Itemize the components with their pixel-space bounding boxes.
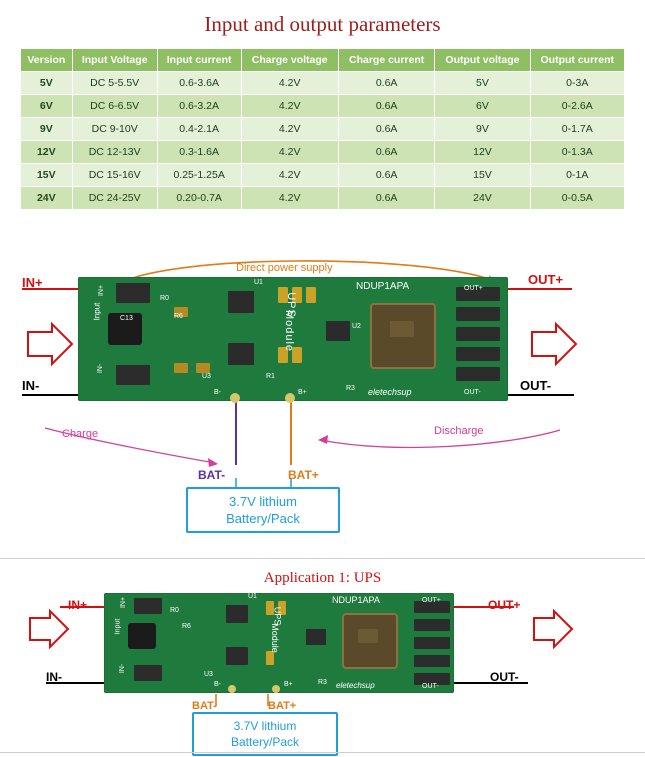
- direct-power-supply-label: Direct power supply: [236, 262, 333, 274]
- bat-plus-label: BAT+: [288, 468, 319, 482]
- cell-input-voltage: DC 12-13V: [72, 141, 157, 164]
- ic-u3: [228, 343, 254, 365]
- silk-ref-r0: R0: [170, 607, 179, 614]
- silk-model: NDUP1APA: [332, 595, 380, 605]
- cell-output-current: 0-1.3A: [530, 141, 624, 164]
- terminal-strip: [414, 655, 450, 667]
- cell-input-voltage: DC 15-16V: [72, 164, 157, 187]
- silk-module-line1: UPS: [284, 292, 297, 318]
- cell-output-current: 0-1A: [530, 164, 624, 187]
- cell-charge-voltage: 4.2V: [241, 118, 338, 141]
- terminal-strip: [414, 637, 450, 649]
- column-header-charge-current: Charge current: [338, 49, 435, 72]
- cell-charge-voltage: 4.2V: [241, 72, 338, 95]
- pad-b-plus: [272, 685, 280, 693]
- silk-ref-r3: R3: [318, 679, 327, 686]
- parameters-table: [20, 48, 625, 210]
- cell-charge-current: 0.6A: [338, 95, 435, 118]
- silk-module-line2: Module: [283, 309, 296, 353]
- terminal-strip: [456, 307, 500, 321]
- silk-input: Input: [92, 302, 102, 321]
- silk-ref-r1: R1: [266, 373, 275, 380]
- column-header-input-voltage: Input Voltage: [72, 49, 157, 72]
- input-flow-arrow: [28, 324, 72, 364]
- silk-module-line2: Module: [269, 623, 280, 653]
- silk-out-plus: OUT+: [464, 285, 483, 292]
- input-flow-arrow-2: [30, 611, 68, 647]
- silk-b-plus: B+: [284, 681, 293, 688]
- silk-module-line1: UPS: [272, 606, 283, 626]
- silk-ref-u2: U2: [352, 323, 361, 330]
- silk-ref-r3: R3: [346, 385, 355, 392]
- cell-output-voltage: 5V: [435, 72, 530, 95]
- cell-charge-current: 0.6A: [338, 118, 435, 141]
- cell-input-current: 0.25-1.25A: [157, 164, 241, 187]
- table-row: [21, 187, 625, 210]
- discharge-label: Discharge: [434, 425, 484, 437]
- cell-output-voltage: 9V: [435, 118, 530, 141]
- silk-ref-u3: U3: [204, 671, 213, 678]
- cell-version: 5V: [21, 72, 73, 95]
- silk-input: Input: [114, 618, 122, 635]
- cell-output-voltage: 12V: [435, 141, 530, 164]
- silk-ref-u3: U3: [202, 373, 211, 380]
- cell-output-current: 0-1.7A: [530, 118, 624, 141]
- silk-brand: eletechsup: [336, 681, 375, 690]
- battery-pack-box-1: [186, 487, 340, 533]
- battery-label-line1: 3.7V lithium: [229, 494, 297, 509]
- resistor: [174, 363, 188, 373]
- output-flow-arrow-2: [534, 611, 572, 647]
- silk-ref-r6: R6: [174, 313, 183, 320]
- cell-input-current: 0.20-0.7A: [157, 187, 241, 210]
- terminal-in-plus: [134, 598, 162, 614]
- cell-version: 24V: [21, 187, 73, 210]
- cell-input-voltage: DC 5-5.5V: [72, 72, 157, 95]
- ups-module-board: [78, 277, 508, 401]
- cell-output-voltage: 15V: [435, 164, 530, 187]
- column-header-version: Version: [21, 49, 73, 72]
- in-plus-label: IN+: [22, 275, 43, 290]
- battery-pack-box-2: [192, 712, 338, 756]
- charge-label: Charge: [62, 428, 99, 440]
- column-header-output-current: Output current: [530, 49, 624, 72]
- silk-model: NDUP1APA: [356, 281, 410, 292]
- cell-charge-current: 0.6A: [338, 141, 435, 164]
- pad-b-plus: [285, 393, 295, 403]
- bat-minus-label: BAT-: [198, 468, 226, 482]
- in-minus-label: IN-: [22, 378, 40, 393]
- silk-in-minus: IN-: [119, 663, 127, 674]
- out-minus-label: OUT-: [520, 378, 552, 393]
- capacitor: [266, 651, 274, 665]
- application-caption: Application 1: UPS: [263, 570, 382, 586]
- cell-output-current: 0-2.6A: [530, 95, 624, 118]
- pad-b-minus: [228, 685, 236, 693]
- silk-b-minus: B-: [214, 681, 221, 688]
- resistor: [196, 363, 210, 373]
- cell-charge-voltage: 4.2V: [241, 164, 338, 187]
- terminal-in-minus: [116, 365, 150, 385]
- out-plus-label-2: OUT+: [488, 598, 521, 612]
- silk-ref-c13: C13: [120, 315, 133, 322]
- column-header-output-voltage: Output voltage: [435, 49, 530, 72]
- cell-output-voltage: 6V: [435, 95, 530, 118]
- table-row: [21, 95, 625, 118]
- pad-b-minus: [230, 393, 240, 403]
- table-row: [21, 164, 625, 187]
- cell-version: 15V: [21, 164, 73, 187]
- battery-label-line2: Battery/Pack: [230, 735, 300, 749]
- silk-ref-u1: U1: [254, 279, 263, 286]
- silk-in-plus: IN+: [98, 284, 106, 297]
- ic-u2: [326, 321, 350, 341]
- cell-input-voltage: DC 9-10V: [72, 118, 157, 141]
- silk-ref-r0: R0: [160, 295, 169, 302]
- table-row: [21, 118, 625, 141]
- out-plus-label: OUT+: [528, 272, 564, 287]
- cell-charge-voltage: 4.2V: [241, 141, 338, 164]
- bat-minus-label-2: BAT-: [192, 700, 217, 712]
- ic-u3: [226, 647, 248, 665]
- cell-charge-voltage: 4.2V: [241, 187, 338, 210]
- cell-input-current: 0.3-1.6A: [157, 141, 241, 164]
- cell-input-current: 0.4-2.1A: [157, 118, 241, 141]
- out-minus-label-2: OUT-: [490, 670, 519, 684]
- cell-charge-voltage: 4.2V: [241, 95, 338, 118]
- battery-label-line1: 3.7V lithium: [233, 719, 297, 733]
- cell-charge-current: 0.6A: [338, 72, 435, 95]
- silk-in-minus: IN-: [97, 363, 105, 374]
- table-row: [21, 72, 625, 95]
- silk-ref-u1: U1: [248, 593, 257, 600]
- section-divider: [0, 558, 645, 559]
- table-header-row: [21, 49, 625, 72]
- page-title: Input and output parameters: [204, 12, 441, 36]
- terminal-strip: [414, 619, 450, 631]
- silk-out-plus: OUT+: [422, 597, 441, 604]
- ic-u1: [228, 291, 254, 313]
- in-plus-label-2: IN+: [68, 598, 88, 612]
- bat-plus-label-2: BAT+: [268, 700, 297, 712]
- ic-u1: [226, 605, 248, 623]
- terminal-in-plus: [116, 283, 150, 303]
- output-flow-arrow: [532, 324, 576, 364]
- column-header-input-current: Input current: [157, 49, 241, 72]
- table-row: [21, 141, 625, 164]
- silk-out-minus: OUT-: [422, 683, 439, 690]
- cell-output-current: 0-0.5A: [530, 187, 624, 210]
- terminal-in-minus: [134, 665, 162, 681]
- cell-input-voltage: DC 24-25V: [72, 187, 157, 210]
- silk-b-minus: B-: [214, 389, 221, 396]
- cell-output-current: 0-3A: [530, 72, 624, 95]
- terminal-strip: [456, 327, 500, 341]
- silk-ref-r6: R6: [182, 623, 191, 630]
- cell-input-current: 0.6-3.6A: [157, 72, 241, 95]
- in-minus-label-2: IN-: [46, 670, 62, 684]
- cell-version: 9V: [21, 118, 73, 141]
- transformer-core: [390, 321, 414, 337]
- silk-out-minus: OUT-: [464, 389, 481, 396]
- cell-output-voltage: 24V: [435, 187, 530, 210]
- ic-u2: [306, 629, 326, 645]
- transformer-core: [358, 629, 378, 643]
- cell-charge-current: 0.6A: [338, 164, 435, 187]
- silk-b-plus: B+: [298, 389, 307, 396]
- capacitor: [306, 287, 316, 303]
- cell-version: 6V: [21, 95, 73, 118]
- ups-module-board-2: [104, 593, 454, 693]
- terminal-out-minus: [456, 367, 500, 381]
- battery-label-line2: Battery/Pack: [226, 511, 300, 526]
- inductor: [128, 623, 156, 649]
- silk-in-plus: IN+: [120, 596, 128, 609]
- column-header-charge-voltage: Charge voltage: [241, 49, 338, 72]
- cell-input-current: 0.6-3.2A: [157, 95, 241, 118]
- cell-charge-current: 0.6A: [338, 187, 435, 210]
- cell-input-voltage: DC 6-6.5V: [72, 95, 157, 118]
- silk-brand: eletechsup: [368, 387, 412, 397]
- bottom-divider: [0, 752, 645, 753]
- terminal-strip: [456, 347, 500, 361]
- cell-version: 12V: [21, 141, 73, 164]
